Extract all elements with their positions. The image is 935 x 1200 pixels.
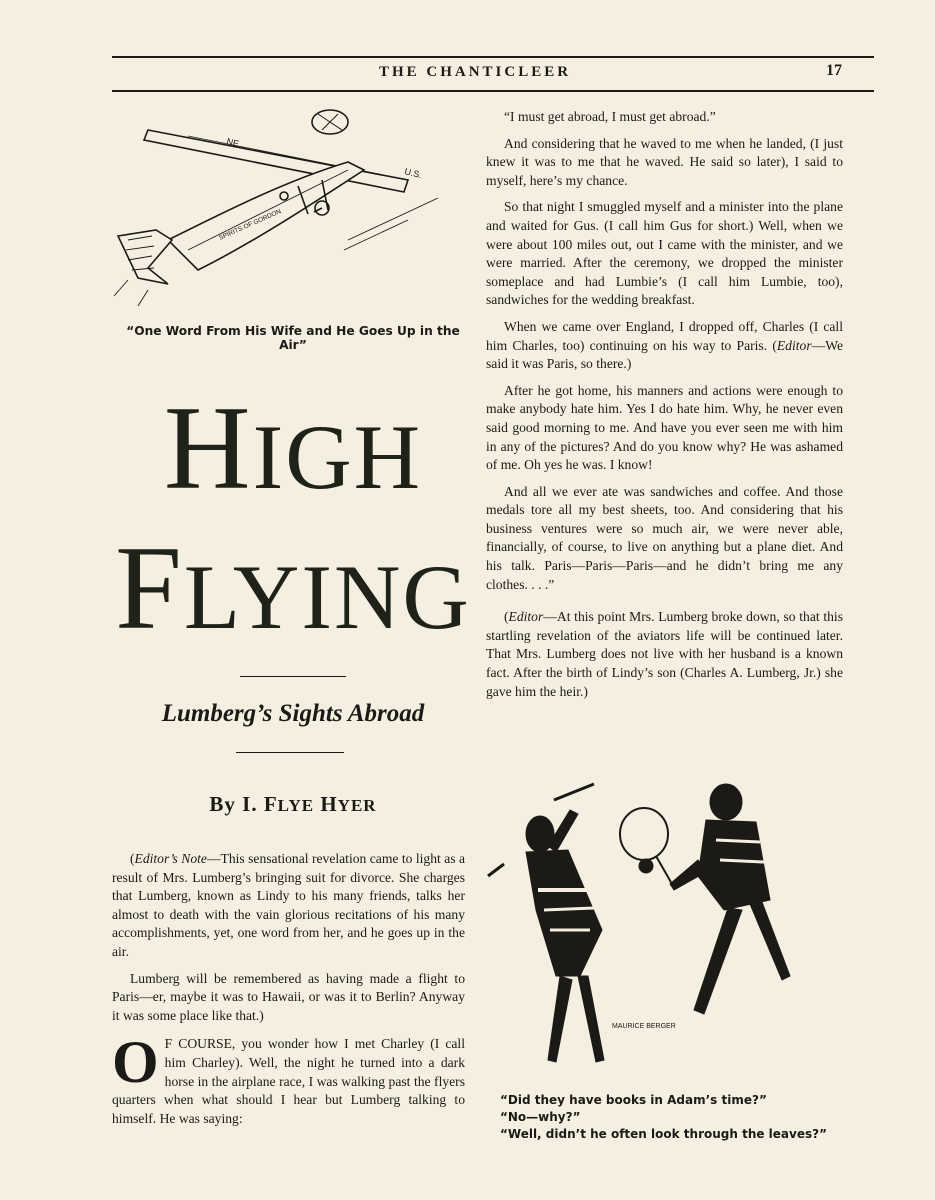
editor-note-label: Editor’s Note: [134, 851, 207, 866]
right-p4-b: —We said it was Paris, so there.): [486, 337, 843, 372]
byline-last: YER: [337, 796, 377, 815]
editor-note-paragraph: (Editor’s Note—This sensational revelation came to light as a result of Mrs. Lumberg’s bringing suit for divorce. She charges that Lumberg, known as Lindy to his many friends, talks her almost to death with the vain glorious recitations of his many accomplishments, yet, one word from her, and he goes up in the air.: [112, 851, 465, 959]
golf-caption-line2: “No—why?”: [500, 1110, 581, 1124]
right-column-text: [486, 108, 843, 709]
running-header-title: THE CHANTICLEER: [378, 64, 572, 80]
right-p5: After he got home, his manners and actions were enough to make anybody hate him. Yes I do hate him. Why, he never even said good morning to me. And have you ever seen me with him in any of the pictures? And do you know why? He was ashamed of me. Oh yes he was. I know!: [486, 382, 843, 473]
right-p7-editor: Editor: [508, 609, 544, 625]
golf-caption-line3: “Well, didn’t he often look through the leaves?”: [500, 1127, 827, 1141]
right-p2: And considering that he waved to me when he landed, (I just knew it was to me that he waved. He said so later), I said to myself, here’s my chance.: [486, 135, 843, 188]
wing-label-ne: NE: [225, 136, 241, 149]
subtitle: Lumberg’s Sights Abroad: [161, 700, 425, 727]
golf-caption-line1: “Did they have books in Adam’s time?”: [500, 1093, 767, 1107]
wing-label-us: U.S.: [403, 166, 423, 181]
airplane-caption: “One Word From His Wife and He Goes Up in the Air”: [126, 324, 460, 352]
of-course-paragraph: [112, 1029, 465, 1128]
right-p7: (Editor—At this point Mrs. Lumberg broke down, so that this startling revelation of the aviators life will be continued later. That Mrs. Lumberg does not live with her husband is a known fact. After the birth of Lindy’s son (Charles A. Lumberg, Jr.) she gave him the heir.): [486, 609, 843, 699]
airplane-illustration: [108, 100, 478, 320]
title-divider-upper: [240, 676, 346, 677]
fuselage-label: SPIRITS OF GORDON: [217, 208, 283, 242]
golf-caption: [500, 1092, 830, 1143]
artist-signature: MAURICE BERGER: [612, 1023, 676, 1030]
right-p7-body: —At this point Mrs. Lumberg broke down, so that this startling revelation of the aviators life will be continued later. That Mrs. Lumberg does not live with her husband is a known fact. After the birth of Lindy’s son (Charles A. Lumberg, Jr.) she gave him the heir.): [486, 609, 843, 699]
byline-first: LYE: [277, 796, 315, 815]
title-high-rest: IGH: [252, 406, 423, 508]
of-course-body: F COURSE, you wonder how I met Charley (I call him Charley). Well, the night he turned into a dark horse in the airplane race, I was walking past the flyers quarters when what should I hear but Lumberg talking to himself. He was saying:: [112, 1036, 465, 1126]
title-line-high: [108, 381, 478, 514]
byline: [112, 792, 474, 817]
golfer-tennis-illustration: [484, 780, 804, 1080]
lumberg-remembered-paragraph: Lumberg will be remembered as having made a flight to Paris—er, maybe it was to Hawaii, or was it to Berlin? Anyway it was some place like that.): [112, 970, 465, 1023]
title-high-cap: H: [163, 381, 253, 514]
right-p1: “I must get abroad, I must get abroad.”: [504, 109, 716, 124]
right-p4-editor: Editor: [776, 337, 812, 353]
header-rule-bottom: [112, 90, 874, 92]
page-number: 17: [826, 62, 842, 79]
right-p3: So that night I smuggled myself and a minister into the plane and waited for Gus. (I call him Gus for short.) Well, when we were about 100 miles out, out I came with the minister, and we were married. After the ceremony, we dropped the minister someplace and had Lumbie’s (I call him Lumbie, too), sandwiches for the wedding breakfast.: [486, 199, 843, 308]
title-flying-rest: LYING: [183, 546, 471, 648]
header-rule-top: [112, 56, 874, 58]
title-divider-lower: [236, 752, 344, 753]
right-p4: [486, 318, 843, 374]
editor-note-body: —This sensational revelation came to light as a result of Mrs. Lumberg’s bringing suit for divorce. She charges that Lumberg, known as Lindy to his many friends, talks her almost to death with the vain glorious recitations of his many accomplishments, yet, one word from her, and he goes up in the air.: [112, 851, 465, 959]
byline-last-initial: H: [314, 792, 338, 816]
title-flying-cap: F: [115, 521, 184, 654]
right-p6: And all we ever ate was sandwiches and coffee. And those medals tore all my best sheets, too. And considering that his business ventures were so much air, we were never able, financially, of course, to live on anything but a plane diet. And his talk. Paris—Paris—Paris—and he didn’t bring me any clothes. . . .”: [486, 483, 843, 592]
title-line-flying: [108, 521, 478, 654]
right-p4-a: When we came over England, I dropped off, Charles (I call him Charles, too) continuing on his way to Paris. (: [486, 318, 843, 353]
byline-prefix: By I. F: [209, 792, 278, 816]
drop-cap-o: O: [112, 1029, 159, 1096]
left-column-text: [112, 850, 465, 1136]
